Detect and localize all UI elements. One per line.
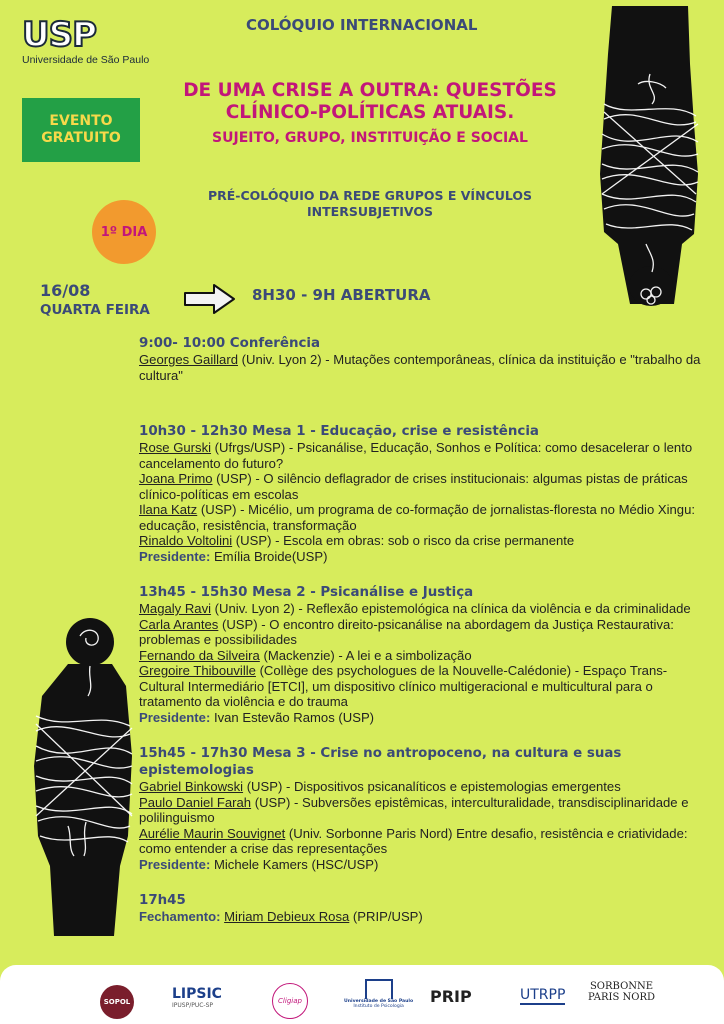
event-weekday: QUARTA FEIRA xyxy=(40,302,150,318)
president-label: Presidente: xyxy=(139,548,211,564)
president-line xyxy=(139,710,704,726)
free-event-line1: EVENTO xyxy=(49,113,113,129)
utrpp-logo: UTRPP xyxy=(520,987,566,1003)
session-heading: 9:00- 10:00 Conferência xyxy=(139,336,321,351)
speaker-name: Joana Primo xyxy=(139,471,213,486)
talk-item xyxy=(139,533,704,549)
sorbonne-paris-nord-logo: SORBONNE PARIS NORD xyxy=(588,981,656,1003)
speaker-name: Rose Gurski xyxy=(139,440,212,455)
event-title-line1: DE UMA CRISE A OUTRA: QUESTÕES xyxy=(183,80,557,101)
event-title xyxy=(170,80,570,124)
talk-details: (USP) - Dispositivos psicanalíticos e epistemologias emergentes xyxy=(243,779,621,794)
mesa-2-session xyxy=(139,584,704,725)
arrow-right-icon xyxy=(182,282,238,316)
speaker-name: Magaly Ravi xyxy=(139,601,212,616)
usp-logo xyxy=(22,15,150,66)
sopol-logo: SOPOL xyxy=(100,985,134,1019)
pre-coloquio-label xyxy=(170,188,570,220)
pre-coloquio-line2: INTERSUBJETIVOS xyxy=(307,204,433,219)
cligiap-logo: Cligiap xyxy=(272,983,308,1019)
mesa-3-session xyxy=(139,745,704,872)
free-event-badge xyxy=(22,98,140,162)
talk-details: (Mackenzie) - A lei e a simbolização xyxy=(259,647,472,663)
talk-item xyxy=(139,471,704,502)
lipsic-logo: LIPSIC IPUSP/PUC-SP xyxy=(172,986,222,1009)
talk-details: (USP) - O encontro direito-psicanálise na abordagem da Justiça Restaurativa: problemas e possibilidades xyxy=(139,616,674,647)
free-event-line2: GRATUITO xyxy=(41,130,121,146)
talk-item xyxy=(139,826,704,857)
talk-details: (Ufrgs/USP) - Psicanálise, Educação, Sonhos e Política: como desacelerar o lento cancelamento do futuro? xyxy=(139,440,693,471)
talk-item xyxy=(139,502,704,533)
talk-item xyxy=(139,617,704,648)
session-heading: 15h45 - 17h30 Mesa 3 - Crise no antropoceno, na cultura e suas epistemologias xyxy=(139,746,622,778)
talk-item xyxy=(139,779,704,795)
talk-item xyxy=(139,663,704,710)
coloquio-label: COLÓQUIO INTERNACIONAL xyxy=(246,16,478,34)
speaker-name: Miriam Debieux Rosa xyxy=(224,909,350,924)
program-schedule xyxy=(139,335,704,945)
standing-figure-illustration xyxy=(28,616,138,938)
talk-details: (Univ. Lyon 2) - Reflexão epistemológica na clínica da violência e da criminalidade xyxy=(211,601,691,616)
talk-details: (USP) - Subversões epistêmicas, interculturalidade, transdisciplinaridade e polilinguismo xyxy=(139,794,689,825)
prip-logo: PRIP xyxy=(430,987,472,1006)
sponsor-footer xyxy=(0,965,724,1024)
hanging-figure-illustration xyxy=(590,4,706,310)
talk-details: (USP) - O silêncio deflagrador de crises institucionais: algumas pistas de práticas clínico-políticas em escolas xyxy=(139,471,688,502)
ip-usp-logo: Universidade de São Paulo Instituto de Psicologia xyxy=(344,979,413,1009)
talk-details: (USP) - Escola em obras: sob o risco da crise permanente xyxy=(232,533,575,548)
president-line xyxy=(139,549,704,565)
talk-details: (Univ. Lyon 2) - Mutações contemporâneas, clínica da instituição e "trabalho da cultura" xyxy=(139,352,701,383)
ip-usp-emblem-icon xyxy=(365,979,393,999)
speaker-name: Fernando da Silveira xyxy=(139,647,260,663)
talk-item xyxy=(139,601,704,617)
closing-label: Fechamento: xyxy=(139,909,221,924)
session-heading: 10h30 - 12h30 Mesa 1 - Educação, crise e resistência xyxy=(139,424,539,439)
mesa-1-session xyxy=(139,423,704,564)
day-badge: 1º DIA xyxy=(92,200,156,264)
talk-item xyxy=(139,352,704,383)
usp-logo-letters: USP xyxy=(22,15,97,55)
usp-name: Universidade de São Paulo xyxy=(22,54,150,66)
event-date: 16/08 xyxy=(40,281,91,300)
president-label: Presidente: xyxy=(139,709,211,725)
talk-details: (Univ. Sorbonne Paris Nord) Entre desafio, resistência e criatividade: como entender a crise das representações xyxy=(139,825,688,856)
speaker-name: Paulo Daniel Farah xyxy=(139,794,252,810)
speaker-name: Ilana Katz xyxy=(139,502,198,517)
closing-line xyxy=(139,909,704,925)
opening-time: 8H30 - 9H ABERTURA xyxy=(252,286,431,304)
talk-item xyxy=(139,795,704,826)
pre-coloquio-line1: PRÉ-COLÓQUIO DA REDE GRUPOS E VÍNCULOS xyxy=(207,188,533,203)
president-name: Michele Kamers (HSC/USP) xyxy=(210,856,379,872)
talk-details: (Collège des psychologues de la Nouvelle-Calédonie) - Espaço Trans-Cultural Intermediário [ETCI], um dispositivo clínico multigeracional e multicultural para o tratamento da violência e do trauma xyxy=(139,663,668,709)
speaker-name: Gabriel Binkowski xyxy=(139,779,244,794)
president-label: Presidente: xyxy=(139,856,211,872)
event-title-line2: CLÍNICO-POLÍTICAS ATUAIS. xyxy=(225,102,515,123)
closing-session xyxy=(139,892,704,925)
speaker-name: Georges Gaillard xyxy=(139,352,238,367)
president-line xyxy=(139,857,704,873)
event-subtitle: SUJEITO, GRUPO, INSTITUIÇÃO E SOCIAL xyxy=(212,130,528,146)
speaker-name: Gregoire Thibouville xyxy=(139,663,256,678)
talk-item xyxy=(139,440,704,471)
president-name: Emília Broide(USP) xyxy=(210,548,328,564)
speaker-name: Carla Arantes xyxy=(139,616,219,632)
speaker-name: Rinaldo Voltolini xyxy=(139,533,233,548)
closing-time: 17h45 xyxy=(139,893,186,908)
speaker-name: Aurélie Maurin Souvignet xyxy=(139,825,286,841)
president-name: Ivan Estevão Ramos (USP) xyxy=(210,709,375,725)
session-heading: 13h45 - 15h30 Mesa 2 - Psicanálise e Justiça xyxy=(139,585,474,600)
conference-session xyxy=(139,335,704,383)
talk-item xyxy=(139,648,704,664)
talk-details: (USP) - Micélio, um programa de co-formação de jornalistas-floresta no Médio Xingu: educação, resistência, transformação xyxy=(139,502,696,533)
talk-details: (PRIP/USP) xyxy=(349,909,423,924)
